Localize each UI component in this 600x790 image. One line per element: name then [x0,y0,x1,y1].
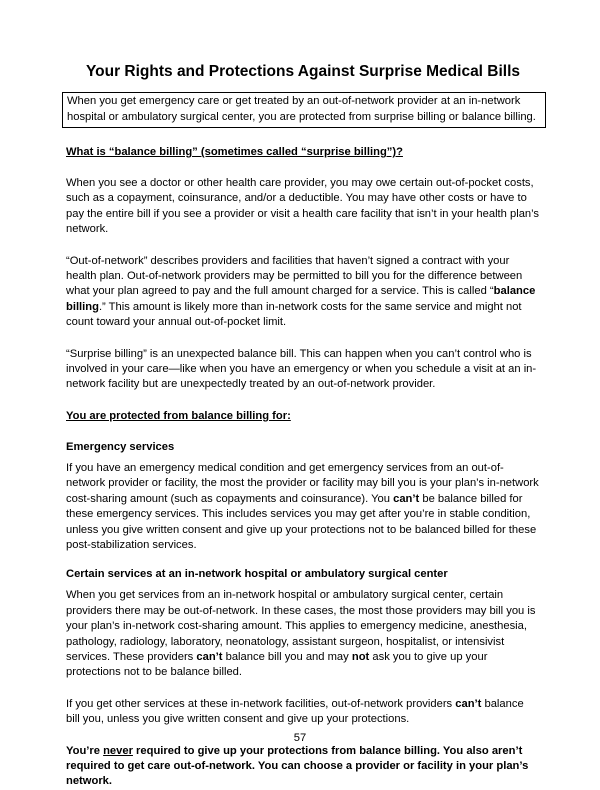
other-services-text [66,697,540,728]
certain-text-a: When you get services from an in-network hospital or ambulatory surgical center, certain providers there may be out-of-network. In these cases, the most those providers may bill you is your plan’s in-network cost-sharing amount. This applies to emergency medicine, anesthesia, pathology, radiology, laboratory, neonatology, assistant surgeon, hospitalist, or intensivist services. These providers [66,589,536,663]
what-para-2-text-b: .” This amount is likely more than in-network costs for the same service and might not count toward your annual out-of-pocket limit. [66,300,522,329]
page-number: 57 [293,732,307,744]
other-text-b: balance bill you, unless you give written consent and give up your protections. [66,697,524,726]
what-is-balance-billing-heading: What is “balance billing” (sometimes called “surprise billing”)? [66,146,403,158]
other-text-a: If you get other services at these in-network facilities, out-of-network providers [66,697,456,710]
protected-heading: You are protected from balance billing for: [66,409,291,422]
what-para-3: “Surprise billing” is an unexpected balance bill. This can happen when you can’t control who is involved in your care—like when you have an emergency or when you schedule a visit at an in-network facility but are unexpectedly treated by an out-of-network provider. [66,347,537,391]
certain-services-heading: Certain services at an in-network hospital or ambulatory surgical center [66,568,448,581]
intro-box [62,92,546,128]
document-page [66,62,540,790]
emergency-text-b: be balance billed for these emergency services. This includes services you may get after you’re in stable condition, unless you give written consent and give up your protections not to be balanced billed for these post-stabilization services. [66,492,537,551]
what-para-2-text-a: “Out-of-network” describes providers and facilities that haven’t signed a contract with your health plan. Out-of-network providers may be permitted to bill you for the difference between what your plan agreed to pay and the full amount charged for a service. This is called “ [66,254,523,298]
emergency-text-a: If you have an emergency medical condition and get emergency services from an out-of-network provider or facility, the most the provider or facility may bill you is your plan’s in-network cost-sharing amount (such as copayments and coinsurance). You [66,461,539,505]
emergency-services-heading: Emergency services [66,440,175,453]
page-title: Your Rights and Protections Against Surprise Medical Bills [85,63,521,80]
emergency-services-text [66,461,540,553]
certain-cant: can’t [196,650,223,663]
certain-text-b: balance bill you and may [222,650,352,663]
what-para-2 [66,254,540,331]
closing-never: never [103,744,133,757]
certain-services-text [66,588,540,680]
closing-rest: required to give up your protections from balance billing. You also aren’t required to get care out-of-network. You can choose a provider or facility in your plan’s network. [66,744,529,788]
closing-prefix: You’re [66,744,104,757]
emergency-cant: can’t [393,492,420,505]
balance-billing-term: balance billing [66,285,536,313]
certain-not: not [351,650,370,663]
other-cant: can’t [455,697,482,710]
intro-text: When you get emergency care or get treated by an out-of-network provider at an in-network hospital or ambulatory surgical center, you are protected from surprise billing or balance billing. [67,95,536,123]
what-para-1: When you see a doctor or other health care provider, you may owe certain out-of-pocket costs, such as a copayment, coinsurance, and/or a deductible. You may have other costs or have to pay the entire bill if you see a provider or visit a health care facility that isn’t in your health plan’s network. [66,177,540,236]
closing-statement [66,744,540,790]
certain-text-c: ask you to give up your protections not to be balance billed. [66,650,488,679]
